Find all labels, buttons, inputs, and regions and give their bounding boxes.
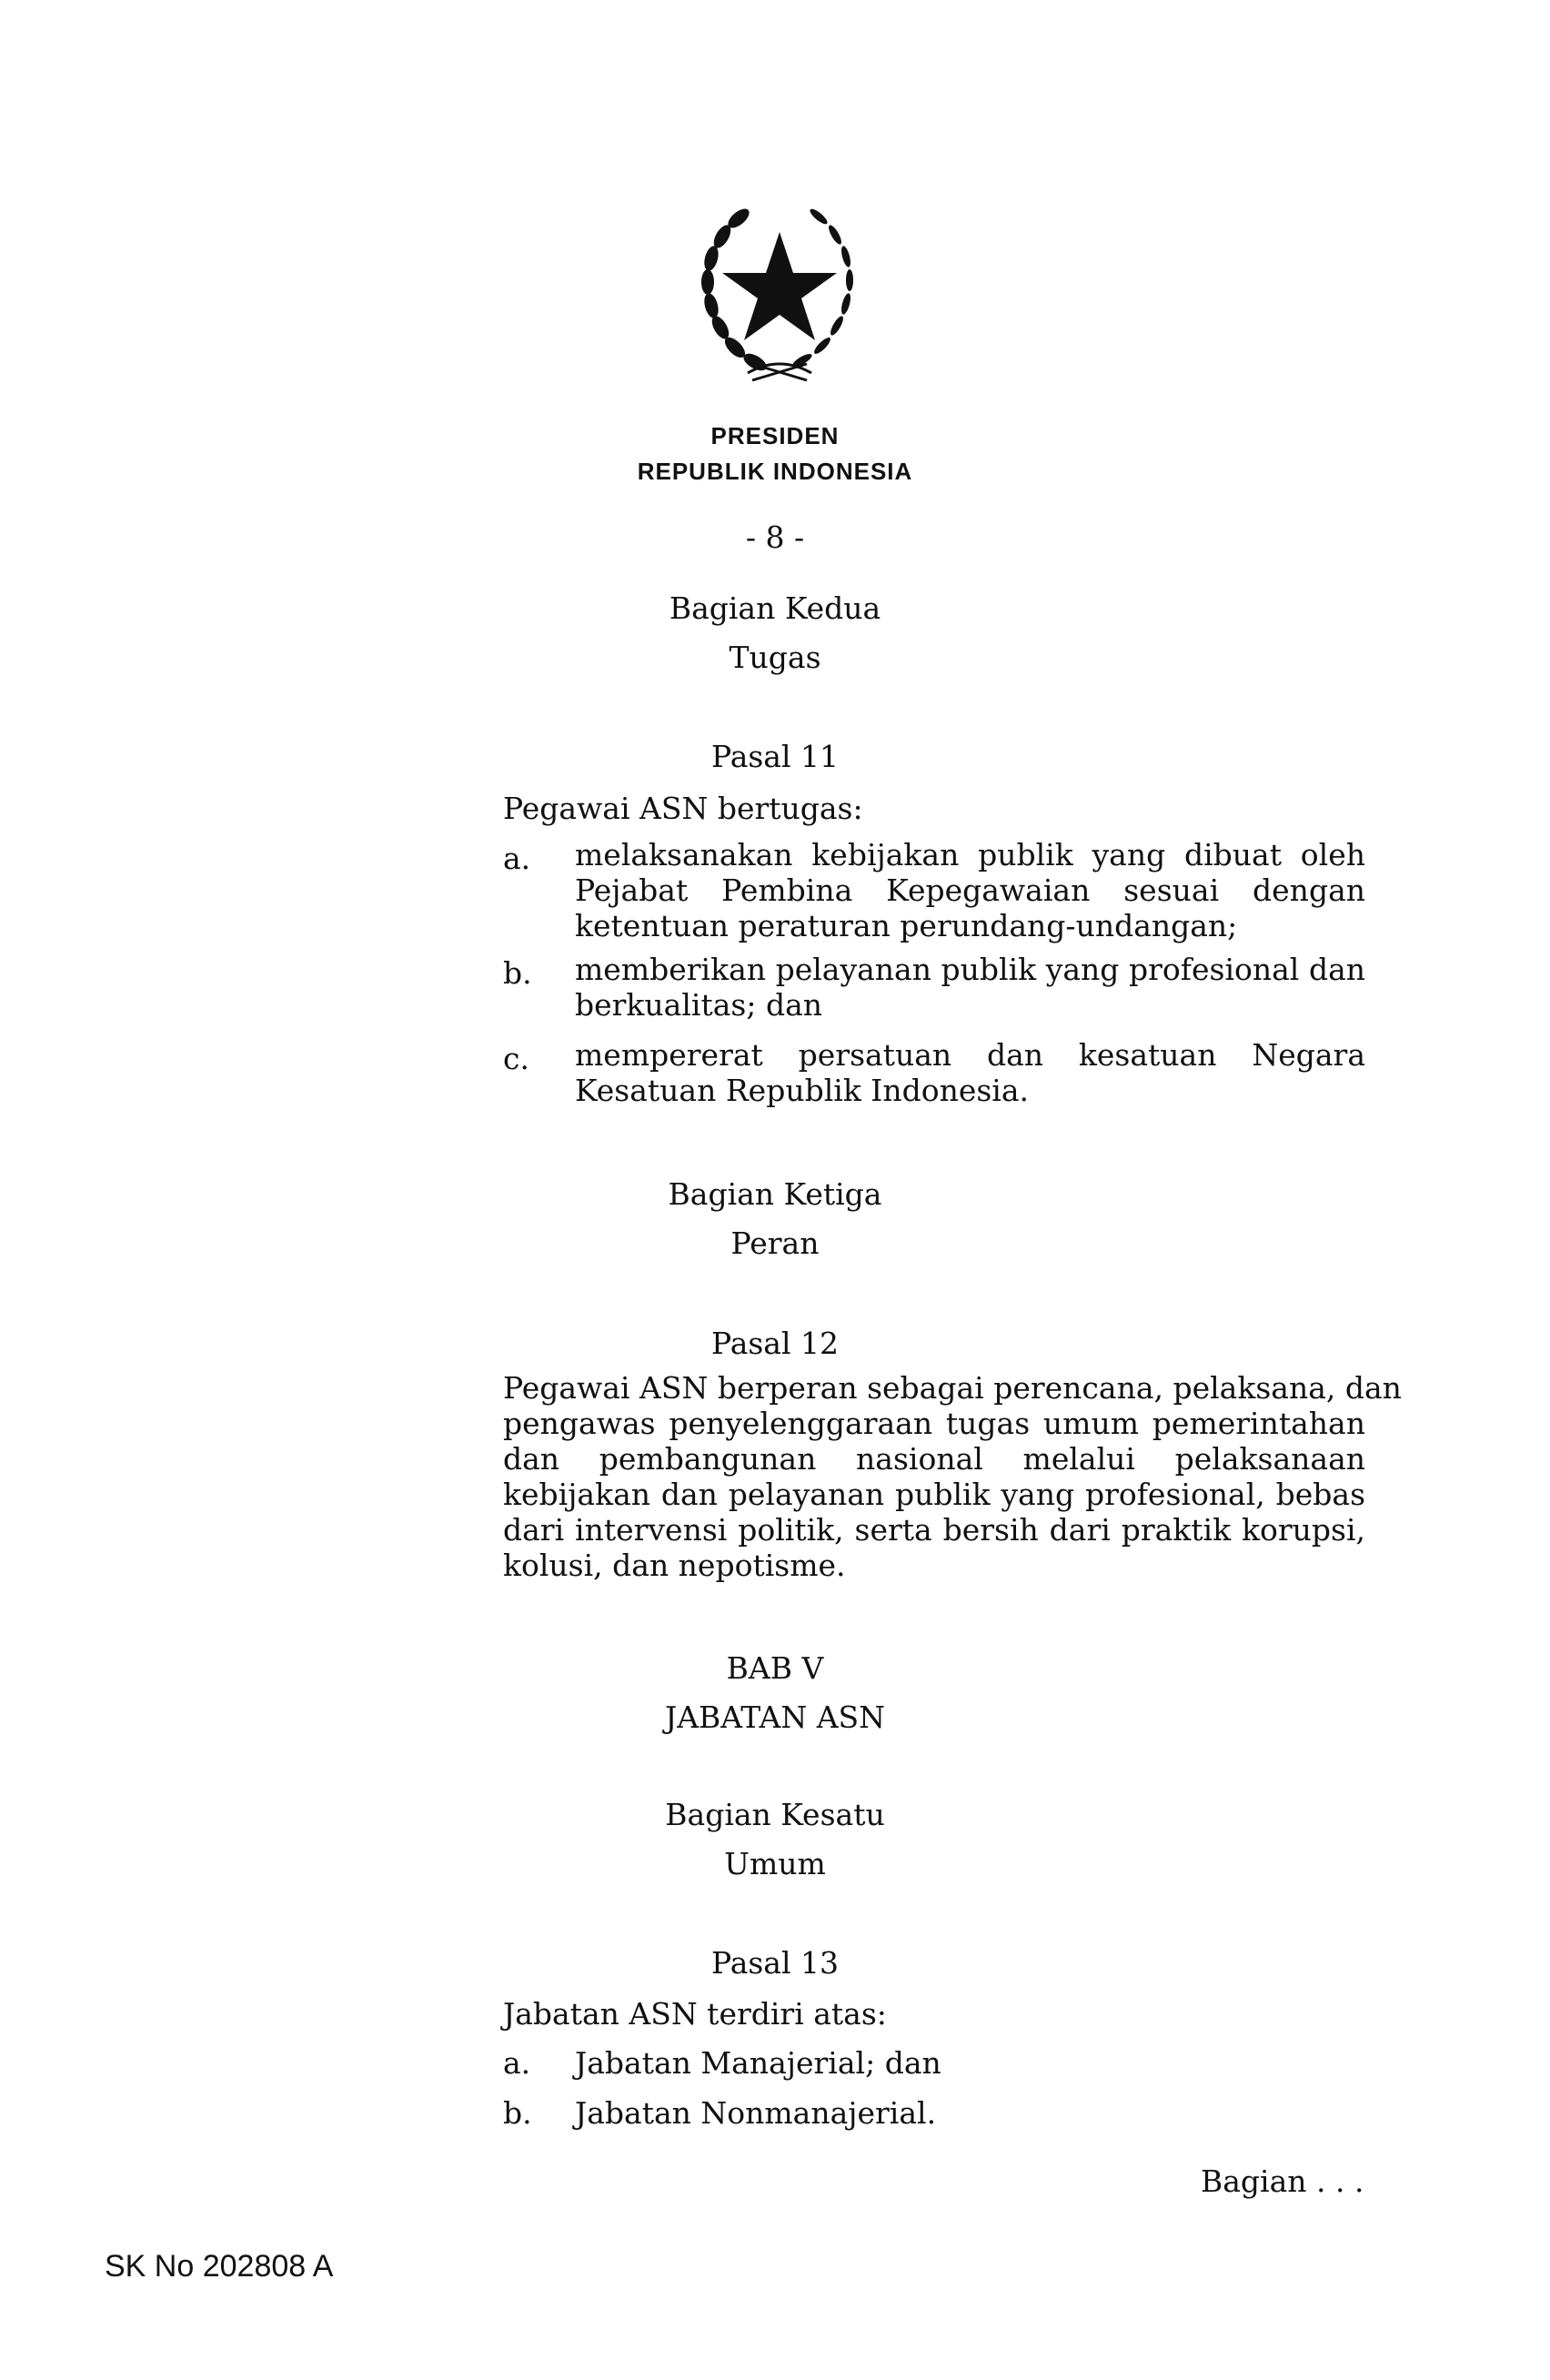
list-item-text: Jabatan Manajerial; dan (575, 2045, 941, 2081)
section-title-tugas: Tugas (729, 640, 821, 675)
list-item-text: Jabatan Nonmanajerial. (575, 2095, 937, 2131)
pasal-12-paragraph: Pegawai ASN berperan sebagai perencana, pelaksana, dan pengawas penyelenggaraan tugas umum pemerintahan dan pembangunan nasional melalui pelaksanaan kebijakan dan pelayanan publik yang profesional, bebas dari intervensi politik, serta bersih dari praktik korupsi, kolusi, dan nepotisme. (503, 1370, 1402, 1583)
pasal-12-heading: Pasal 12 (710, 1326, 840, 1361)
star-wreath-icon (675, 182, 884, 391)
list-item-text: melaksanakan kebijakan publik yang dibuat oleh Pejabat Pembina Kepegawaian sesuai dengan ketentuan peraturan perundang-undangan; (575, 837, 1365, 943)
garuda-emblem-logo (675, 182, 884, 391)
header-presiden: PRESIDEN (710, 422, 840, 449)
list-item-text: mempererat persatuan dan kesatuan Negara Kesatuan Republik Indonesia. (575, 1037, 1365, 1108)
section-heading-bagian-ketiga: Bagian Ketiga (668, 1176, 882, 1212)
chapter-heading-bab-v: BAB V (726, 1650, 824, 1686)
page-number: - 8 - (745, 519, 805, 555)
chapter-title-jabatan-asn: JABATAN ASN (664, 1699, 886, 1735)
list-item-label: b. (503, 2095, 532, 2131)
section-heading-bagian-kesatu: Bagian Kesatu (665, 1797, 885, 1832)
pasal-11-heading: Pasal 11 (710, 739, 840, 774)
pasal-11-intro: Pegawai ASN bertugas: (503, 791, 863, 826)
list-item-label: b. (503, 955, 532, 991)
section-title-umum: Umum (724, 1846, 826, 1881)
pasal-13-heading: Pasal 13 (710, 1945, 840, 1981)
document-footer-code: SK No 202808 A (105, 2249, 334, 2284)
list-item-label: a. (503, 2045, 531, 2081)
section-title-peran: Peran (730, 1225, 820, 1261)
header-republik-indonesia: REPUBLIK INDONESIA (637, 458, 913, 485)
pasal-13-intro: Jabatan ASN terdiri atas: (503, 1996, 887, 2032)
list-item-label: a. (503, 841, 531, 876)
list-item-text: memberikan pelayanan publik yang profesional dan berkualitas; dan (575, 952, 1365, 1023)
list-item-label: c. (503, 1041, 529, 1076)
section-heading-bagian-kedua: Bagian Kedua (669, 590, 881, 626)
continuation-marker: Bagian . . . (1201, 2163, 1364, 2199)
